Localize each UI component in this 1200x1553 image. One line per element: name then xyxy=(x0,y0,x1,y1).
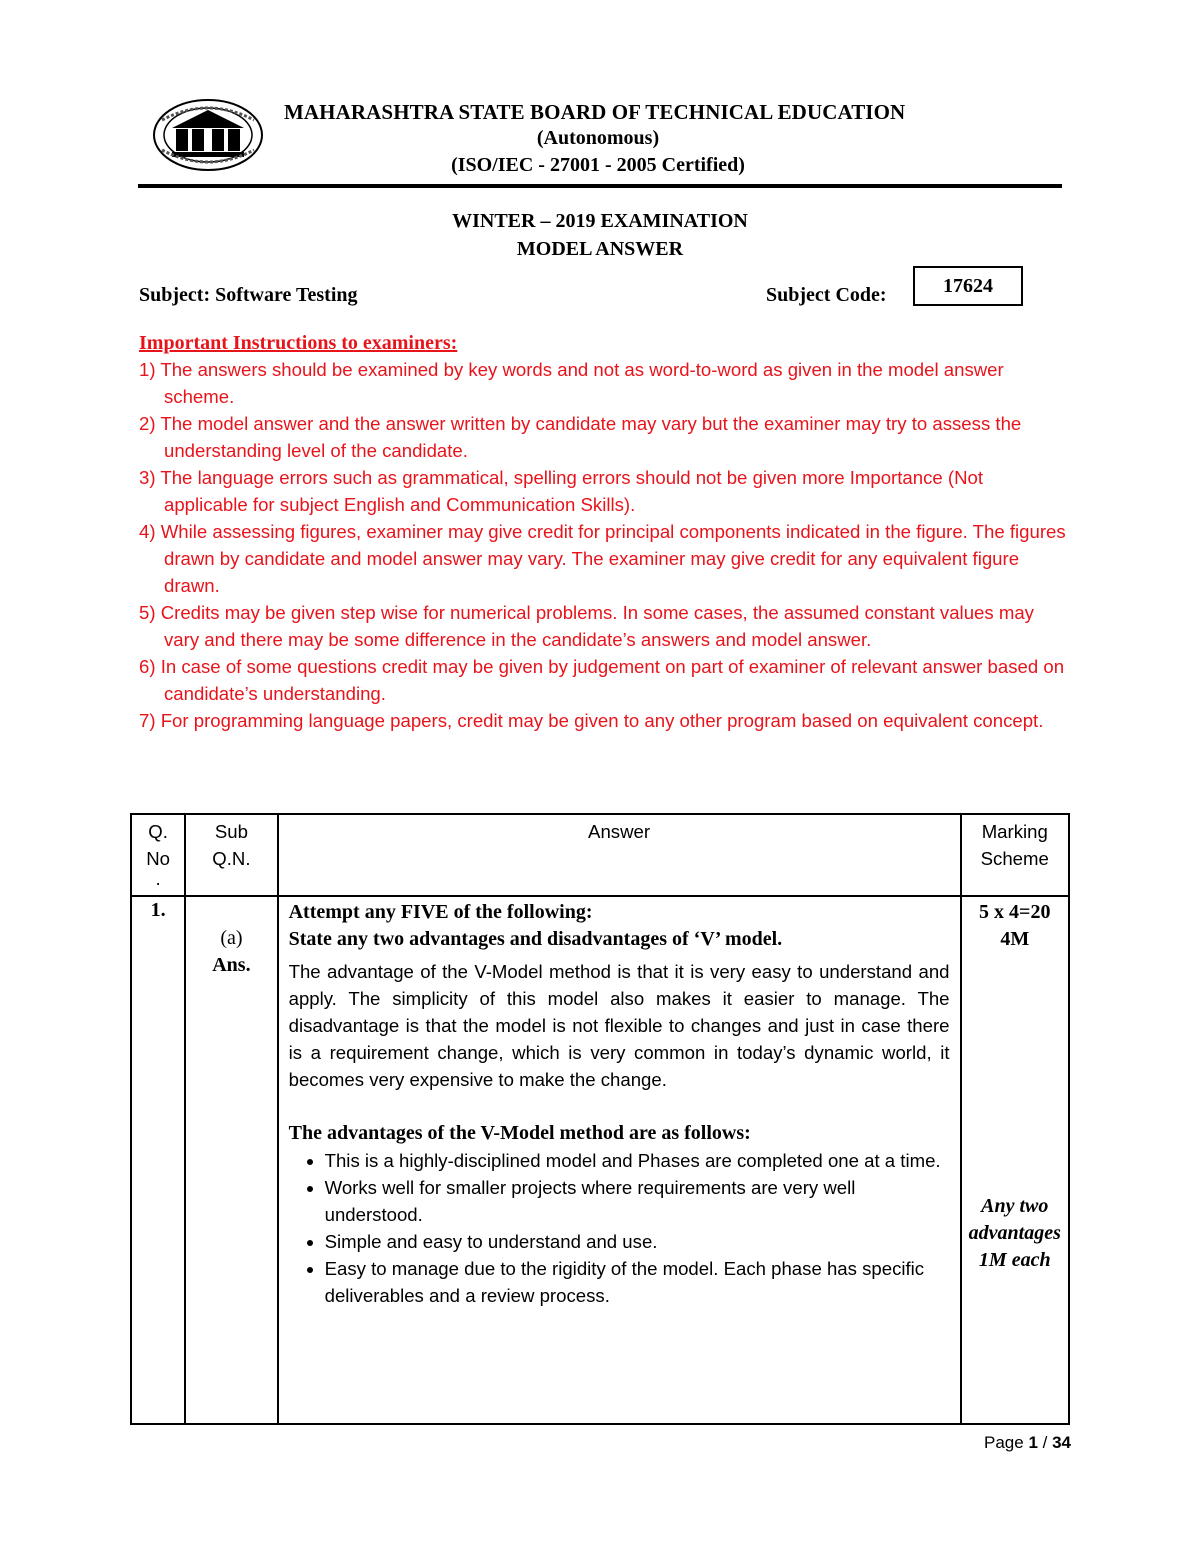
list-item: • Works well for smaller projects where requirements are very well understood. xyxy=(325,1174,950,1228)
page-total: 34 xyxy=(1052,1433,1071,1452)
instruction-item: 5) Credits may be given step wise for numerical problems. In some cases, the assumed constant values may vary and there may be some difference in the candidate’s answers and model answer. xyxy=(139,602,1034,650)
advantages-list xyxy=(289,1147,950,1309)
header-q-no-line: . xyxy=(155,868,161,889)
instructions-heading: Important Instructions to examiners: xyxy=(139,332,458,354)
instructions-list xyxy=(139,356,1069,734)
header-marking-line: Scheme xyxy=(980,848,1049,869)
list-item: • This is a highly-disciplined model and Phases are completed one at a time. xyxy=(325,1147,950,1174)
answer-cell xyxy=(278,896,961,1424)
instruction-item: 4) While assessing figures, examiner may give credit for principal components indicated in the figure. The figures drawn by candidate and model answer may vary. The examiner may give credit for any equivalent figure drawn. xyxy=(139,521,1066,596)
header-marking-scheme xyxy=(961,814,1069,896)
header-q-no xyxy=(131,814,185,896)
header-q-no-line: No xyxy=(146,848,170,869)
page-prefix: Page xyxy=(984,1433,1029,1452)
page-current: 1 xyxy=(1028,1433,1038,1452)
subject-code-value: 17624 xyxy=(943,274,993,297)
advantages-heading: The advantages of the V-Model method are as follows: xyxy=(288,1122,751,1144)
sub-question-label: (a) xyxy=(220,927,243,949)
question-number: 1. xyxy=(131,896,185,1424)
subject-code-box xyxy=(913,266,1023,306)
subject-name: Subject: Software Testing xyxy=(139,284,358,306)
header-answer: Answer xyxy=(278,814,961,896)
instruction-item: 3) The language errors such as grammatical, spelling errors should not be given more Importance (Not applicable for subject English and Communication Skills). xyxy=(139,467,984,515)
answer-table xyxy=(130,813,1070,1425)
list-item: • Simple and easy to understand and use. xyxy=(325,1228,950,1255)
exam-title: WINTER – 2019 EXAMINATION xyxy=(452,210,748,232)
instruction-item: 7) For programming language papers, credit may be given to any other program based on equivalent concept. xyxy=(139,710,1044,731)
answer-paragraph: The advantage of the V-Model method is that it is very easy to understand and apply. The simplicity of this model also makes it easier to manage. The disadvantage is that the model is not flexible to changes and just in case there is a requirement change, which is very common in today’s dynamic world, it becomes very expensive to make the change. xyxy=(288,961,950,1090)
msbte-seal-icon xyxy=(152,98,264,172)
exam-subtitle: MODEL ANSWER xyxy=(516,238,684,260)
board-autonomous: (Autonomous) xyxy=(536,127,660,149)
header-divider xyxy=(138,184,1062,188)
table-header-row xyxy=(131,814,1069,896)
header-q-no-line: Q. xyxy=(148,821,168,842)
marks-note: Any two advantages 1M each xyxy=(968,1195,1061,1271)
marks-total: 5 x 4=20 xyxy=(979,901,1051,923)
header-sub-line: Sub xyxy=(214,821,248,842)
subject-code-label: Subject Code: xyxy=(766,284,887,306)
header-sub-qn xyxy=(185,814,277,896)
header-sub-line: Q.N. xyxy=(212,848,251,869)
answer-label: Ans. xyxy=(212,954,251,976)
instruction-item: 6) In case of some questions credit may be given by judgement on part of examiner of relevant answer based on candidate’s understanding. xyxy=(139,656,1065,704)
instruction-item: 1) The answers should be examined by key words and not as word-to-word as given in the model answer scheme. xyxy=(139,359,1004,407)
examiner-instructions xyxy=(139,330,1069,734)
sub-question xyxy=(185,896,277,1424)
attempt-instruction: Attempt any FIVE of the following: xyxy=(288,901,593,923)
page-separator: / xyxy=(1037,1433,1053,1452)
marks-question: 4M xyxy=(1000,928,1030,950)
header-marking-line: Marking xyxy=(981,821,1048,842)
instruction-item: 2) The model answer and the answer written by candidate may vary but the examiner may try to assess the understanding level of the candidate. xyxy=(139,413,1022,461)
board-iso-certification: (ISO/IEC - 27001 - 2005 Certified) xyxy=(451,154,745,176)
board-title: MAHARASHTRA STATE BOARD OF TECHNICAL EDUCATION xyxy=(284,100,906,124)
page-number xyxy=(984,1433,1071,1453)
marking-cell xyxy=(961,896,1069,1424)
question-text: State any two advantages and disadvantages of ‘V’ model. xyxy=(288,928,783,950)
table-row xyxy=(131,896,1069,1424)
list-item: • Easy to manage due to the rigidity of the model. Each phase has specific deliverables and a review process. xyxy=(325,1255,950,1309)
